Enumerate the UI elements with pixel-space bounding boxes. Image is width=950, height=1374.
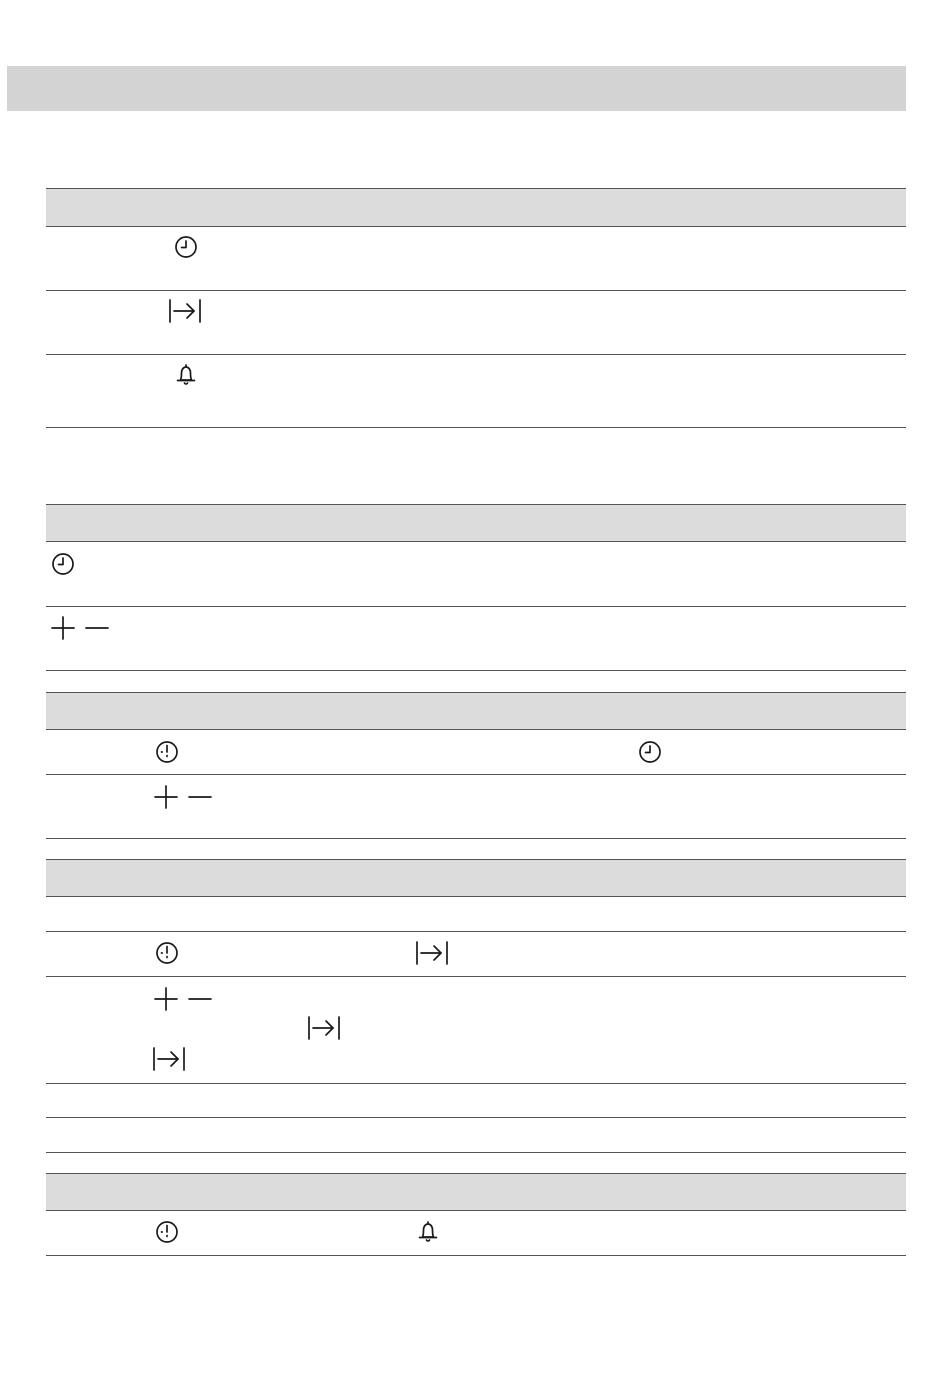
clock-icon (51, 552, 75, 576)
minus-icon (85, 616, 109, 640)
minus-icon (188, 785, 212, 809)
divider (46, 606, 906, 607)
divider (46, 504, 906, 505)
timer-icon (155, 1220, 179, 1244)
divider (46, 1210, 906, 1211)
divider (46, 541, 906, 542)
divider (46, 729, 906, 730)
duration-icon (152, 1047, 188, 1071)
duration-icon (415, 941, 451, 965)
table-header (46, 693, 906, 729)
bell-icon (416, 1220, 440, 1244)
divider (46, 1117, 906, 1118)
duration-icon (307, 1016, 343, 1040)
table-header (46, 189, 906, 226)
divider (46, 188, 906, 189)
table-header (46, 505, 906, 541)
divider (46, 896, 906, 897)
timer-icon (155, 941, 179, 965)
clock-icon (174, 235, 198, 259)
divider (46, 976, 906, 977)
divider (46, 290, 906, 291)
clock-icon (638, 740, 662, 764)
table-header (46, 860, 906, 896)
plus-icon (154, 987, 178, 1011)
divider (46, 1255, 906, 1256)
divider (46, 838, 906, 839)
divider (46, 354, 906, 355)
plus-icon (154, 785, 178, 809)
bell-icon (174, 363, 198, 387)
minus-icon (188, 987, 212, 1011)
divider (46, 226, 906, 227)
divider (46, 692, 906, 693)
table-header (46, 1174, 906, 1210)
duration-icon (168, 299, 204, 323)
header-bar (7, 66, 906, 111)
divider (46, 859, 906, 860)
divider (46, 1152, 906, 1153)
plus-icon (51, 616, 75, 640)
divider (46, 1083, 906, 1084)
divider (46, 670, 906, 671)
timer-icon (155, 740, 179, 764)
divider (46, 1173, 906, 1174)
divider (46, 931, 906, 932)
divider (46, 427, 906, 428)
divider (46, 774, 906, 775)
